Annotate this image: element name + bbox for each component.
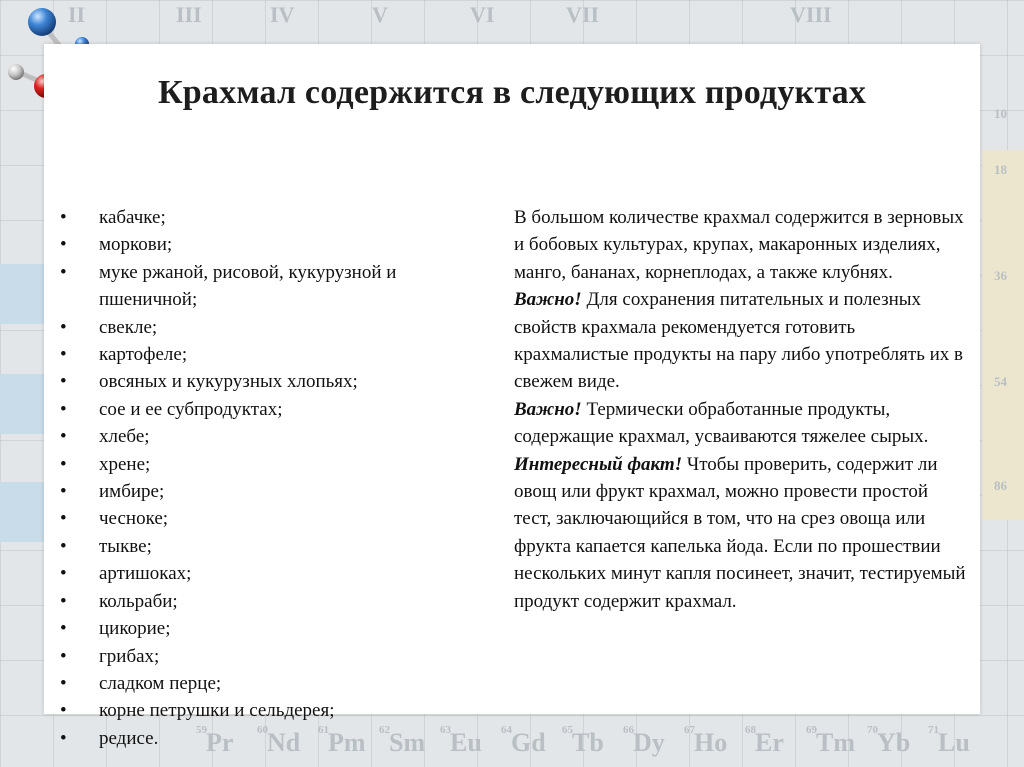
element-number: 86 [994, 478, 1007, 493]
element-number: 65 [562, 724, 573, 736]
fact-text: Чтобы проверить, содержит ли овощ или фрукт крахмал, можно провести простой тест, заключающийся в том, что на срез овоща или фрукта капается капелька йода. Если по прошествии нескольких минут капля посинеет, значит, тестируемый продукт содержит крахмал. [514, 453, 966, 612]
element-symbol: Gd [511, 728, 546, 757]
group-numeral: IV [270, 2, 295, 27]
element-symbol: Lu [938, 728, 970, 757]
element-number: 18 [994, 162, 1007, 177]
element-number: 10 [994, 106, 1007, 121]
important-note [514, 286, 970, 396]
product-list-item: • сладком перце; [56, 670, 476, 697]
element-number: 68 [745, 724, 756, 736]
product-list-item: • тыкве; [56, 533, 476, 560]
element-number: 70 [867, 724, 878, 736]
product-list-item: • свекле; [56, 314, 476, 341]
product-list [56, 204, 476, 752]
element-symbol: Nd [267, 728, 301, 757]
interesting-fact [514, 451, 970, 615]
group-numeral: VII [566, 2, 600, 27]
element-number: 69 [806, 724, 817, 736]
element-symbol: Er [755, 728, 784, 757]
element-symbol: Yb [877, 728, 911, 757]
element-number: 36 [994, 268, 1007, 283]
element-number: 63 [440, 724, 451, 736]
product-list-item: • артишоках; [56, 560, 476, 587]
product-list-item: • овсяных и кукурузных хлопьях; [56, 368, 476, 395]
background-cell-tint [0, 482, 44, 542]
product-list-item: • имбире; [56, 478, 476, 505]
element-symbol: Eu [450, 728, 482, 757]
product-list-item: • корне петрушки и сельдерея; [56, 697, 476, 724]
important-label: Важно! [514, 398, 582, 420]
product-list-item: • хлебе; [56, 423, 476, 450]
product-list-item: • муке ржаной, рисовой, кукурузной и пшеничной; [56, 259, 476, 314]
element-symbol: Pr [206, 728, 234, 757]
element-symbol: Dy [633, 728, 665, 757]
background-cell-tint [982, 150, 1024, 520]
element-number: 71 [928, 724, 939, 736]
important-label: Важно! [514, 289, 582, 311]
product-list-item: • сое и ее субпродуктах; [56, 396, 476, 423]
product-list-item: • редисе. [56, 725, 476, 752]
important-note [514, 396, 970, 451]
element-symbol: Sm [389, 728, 426, 757]
group-numeral: VIII [790, 2, 832, 27]
element-symbol: Pm [328, 728, 366, 757]
element-number: 54 [994, 374, 1007, 389]
element-number: 60 [257, 724, 268, 736]
paragraph-intro: В большом количестве крахмал содержится в зерновых и бобовых культурах, крупах, макаронных изделиях, манго, бананах, корнеплодах, а также клубнях. [514, 207, 964, 283]
product-list-item: • кабачке; [56, 204, 476, 231]
element-symbol: Tb [572, 728, 604, 757]
element-number: 67 [684, 724, 695, 736]
element-number: 62 [379, 724, 390, 736]
product-list-item: • чесноке; [56, 505, 476, 532]
element-symbol: Tm [816, 728, 855, 757]
product-list-item: • моркови; [56, 231, 476, 258]
group-numeral: II [68, 2, 86, 27]
group-numeral: VI [470, 2, 495, 27]
background-cell-tint [0, 264, 44, 324]
group-numeral: III [176, 2, 202, 27]
group-numeral: V [372, 2, 388, 27]
element-number: 59 [196, 724, 207, 736]
background-cell-tint [0, 374, 44, 434]
fact-label: Интересный факт! [514, 453, 683, 475]
info-text [514, 204, 970, 615]
important-text: Термически обработанные продукты, содержащие крахмал, усваиваются тяжелее сырых. [514, 398, 929, 448]
product-list-item: • картофеле; [56, 341, 476, 368]
element-symbol: Ho [694, 728, 728, 757]
element-number: 61 [318, 724, 329, 736]
product-list-item: • хрене; [56, 451, 476, 478]
product-list-item: • кольраби; [56, 588, 476, 615]
product-list-item: • цикорие; [56, 615, 476, 642]
element-number: 66 [623, 724, 634, 736]
element-number: 64 [501, 724, 512, 736]
important-text: Для сохранения питательных и полезных свойств крахмала рекомендуется готовить крахмалистые продукты на пару либо употреблять их в свежем виде. [514, 289, 964, 393]
slide-title: Крахмал содержится в следующих продуктах [157, 74, 867, 111]
product-list-item: • грибах; [56, 643, 476, 670]
